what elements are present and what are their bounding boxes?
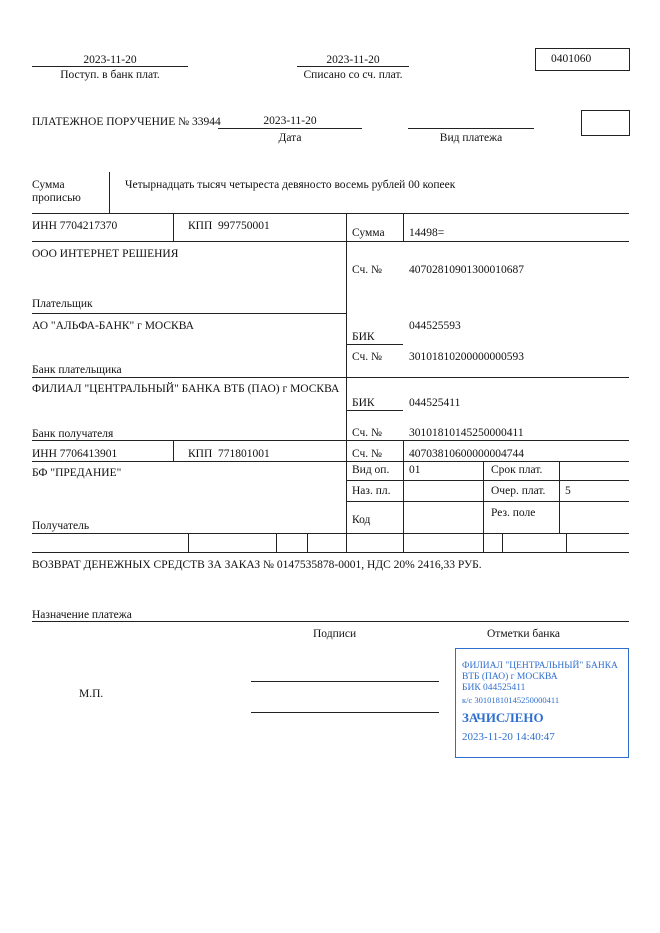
grid-line [32, 377, 629, 378]
date-debited: 2023-11-20 [326, 54, 380, 66]
payer-kpp-value: 997750001 [218, 220, 270, 232]
recipient-bank-account: 30101810145250000411 [409, 427, 524, 439]
date-received-label: Поступ. в банк плат. [60, 69, 160, 81]
form-code-box [535, 48, 630, 71]
stamp-datetime: 2023-11-20 14:40:47 [462, 731, 555, 743]
recipient-bank-bik-label: БИК [352, 397, 375, 409]
grid-line [346, 410, 403, 411]
payment-type-label: Вид платежа [439, 132, 503, 144]
sum-value: 14498= [409, 227, 445, 239]
date-debited-label: Списано со сч. плат. [303, 69, 403, 81]
ocher-value: 5 [565, 485, 571, 497]
grid-vline [307, 533, 308, 552]
payer-bank-account-label: Сч. № [352, 351, 383, 363]
naz-pl-label: Наз. пл. [352, 485, 391, 497]
kod-label: Код [352, 514, 371, 526]
order-title: ПЛАТЕЖНОЕ ПОРУЧЕНИЕ № 33944 [32, 116, 221, 128]
payer-inn [32, 221, 117, 233]
date-debited-line [297, 66, 409, 67]
grid-vline [173, 213, 174, 241]
recipient-bank-account-label: Сч. № [352, 427, 383, 439]
grid-line [32, 241, 629, 242]
grid-line [346, 501, 629, 502]
grid-vline [188, 533, 189, 552]
payer-label: Плательщик [32, 298, 93, 310]
vid-op-label: Вид оп. [352, 464, 390, 476]
stamp-line-4: к/с 30101810145250000411 [462, 695, 560, 705]
stamp-line-1: ФИЛИАЛ "ЦЕНТРАЛЬНЫЙ" БАНКА [462, 661, 618, 671]
payment-type-line [408, 128, 534, 129]
order-date-label: Дата [278, 132, 302, 144]
grid-line [32, 440, 629, 441]
order-date-line [218, 128, 362, 129]
order-date: 2023-11-20 [263, 115, 317, 127]
rez-label: Рез. поле [491, 507, 536, 519]
grid-vline [403, 440, 404, 552]
vid-op-value: 01 [409, 464, 421, 476]
amount-words-label-2: прописью [32, 192, 81, 204]
payer-bank-account: 30101810200000000593 [409, 351, 524, 363]
grid-line [32, 461, 629, 462]
amount-words-label-1: Сумма [32, 179, 65, 191]
grid-vline [502, 533, 503, 552]
signatures-label: Подписи [313, 628, 357, 640]
payer-bank-bik-label: БИК [352, 331, 375, 343]
grid-line [32, 552, 629, 553]
form-code: 0401060 [551, 53, 592, 65]
recipient-inn-label: ИНН [32, 448, 57, 460]
payer-bank-name: АО "АЛЬФА-БАНК" г МОСКВА [32, 320, 194, 332]
grid-vline [173, 440, 174, 461]
seal-label: М.П. [79, 688, 104, 700]
payer-inn-value: 7704217370 [59, 220, 118, 232]
purpose-label: Назначение платежа [32, 609, 132, 621]
date-received: 2023-11-20 [83, 54, 137, 66]
grid-line [32, 313, 346, 314]
sum-label: Сумма [352, 227, 385, 239]
date-received-line [32, 66, 188, 67]
recipient-name: БФ "ПРЕДАНИЕ" [32, 467, 122, 479]
recipient-inn [32, 449, 117, 461]
amount-words-divider [109, 172, 110, 213]
ocher-label: Очер. плат. [491, 485, 546, 497]
amount-words-value: Четырнадцать тысяч четыреста девяносто восемь рублей 00 копеек [125, 179, 456, 191]
stamp-line-3: БИК 044525411 [462, 683, 526, 693]
signature-line-2 [251, 712, 439, 713]
payer-bank-label: Банк плательщика [32, 364, 122, 376]
payer-bank-bik: 044525593 [409, 320, 461, 332]
payer-kpp-label: КПП [188, 220, 213, 232]
grid-line [32, 533, 629, 534]
recipient-account-label: Сч. № [352, 448, 383, 460]
grid-line [32, 213, 629, 214]
recipient-account: 40703810600000004744 [409, 448, 524, 460]
grid-line [346, 480, 629, 481]
recipient-inn-value: 7706413901 [59, 448, 118, 460]
payment-type-box [581, 110, 630, 136]
recipient-kpp-label: КПП [188, 448, 213, 460]
recipient-label: Получатель [32, 520, 90, 532]
grid-vline [276, 533, 277, 552]
grid-vline [559, 461, 560, 533]
payer-account-label: Сч. № [352, 264, 383, 276]
signature-line-1 [251, 681, 439, 682]
recipient-bank-label: Банк получателя [32, 428, 114, 440]
grid-vline [483, 461, 484, 552]
grid-vline [346, 213, 347, 552]
recipient-kpp [188, 449, 270, 461]
bank-stamp [455, 648, 629, 758]
grid-vline [403, 213, 404, 241]
bank-marks-label: Отметки банка [487, 628, 560, 640]
recipient-bank-name: ФИЛИАЛ "ЦЕНТРАЛЬНЫЙ" БАНКА ВТБ (ПАО) г МОСКВА [32, 383, 340, 395]
payer-kpp [188, 221, 270, 233]
payer-account: 40702810901300010687 [409, 264, 524, 276]
grid-line [346, 344, 403, 345]
recipient-bank-bik: 044525411 [409, 397, 461, 409]
grid-vline [566, 533, 567, 552]
stamp-status: ЗАЧИСЛЕНО [462, 710, 544, 725]
purpose-text: ВОЗВРАТ ДЕНЕЖНЫХ СРЕДСТВ ЗА ЗАКАЗ № 0147535878-0001, НДС 20% 2416,33 РУБ. [32, 559, 482, 571]
payer-inn-label: ИНН [32, 220, 57, 232]
stamp-line-2: ВТБ (ПАО) г МОСКВА [462, 672, 558, 682]
srok-label: Срок плат. [491, 464, 543, 476]
payer-name: ООО ИНТЕРНЕТ РЕШЕНИЯ [32, 248, 179, 260]
recipient-kpp-value: 771801001 [218, 448, 270, 460]
